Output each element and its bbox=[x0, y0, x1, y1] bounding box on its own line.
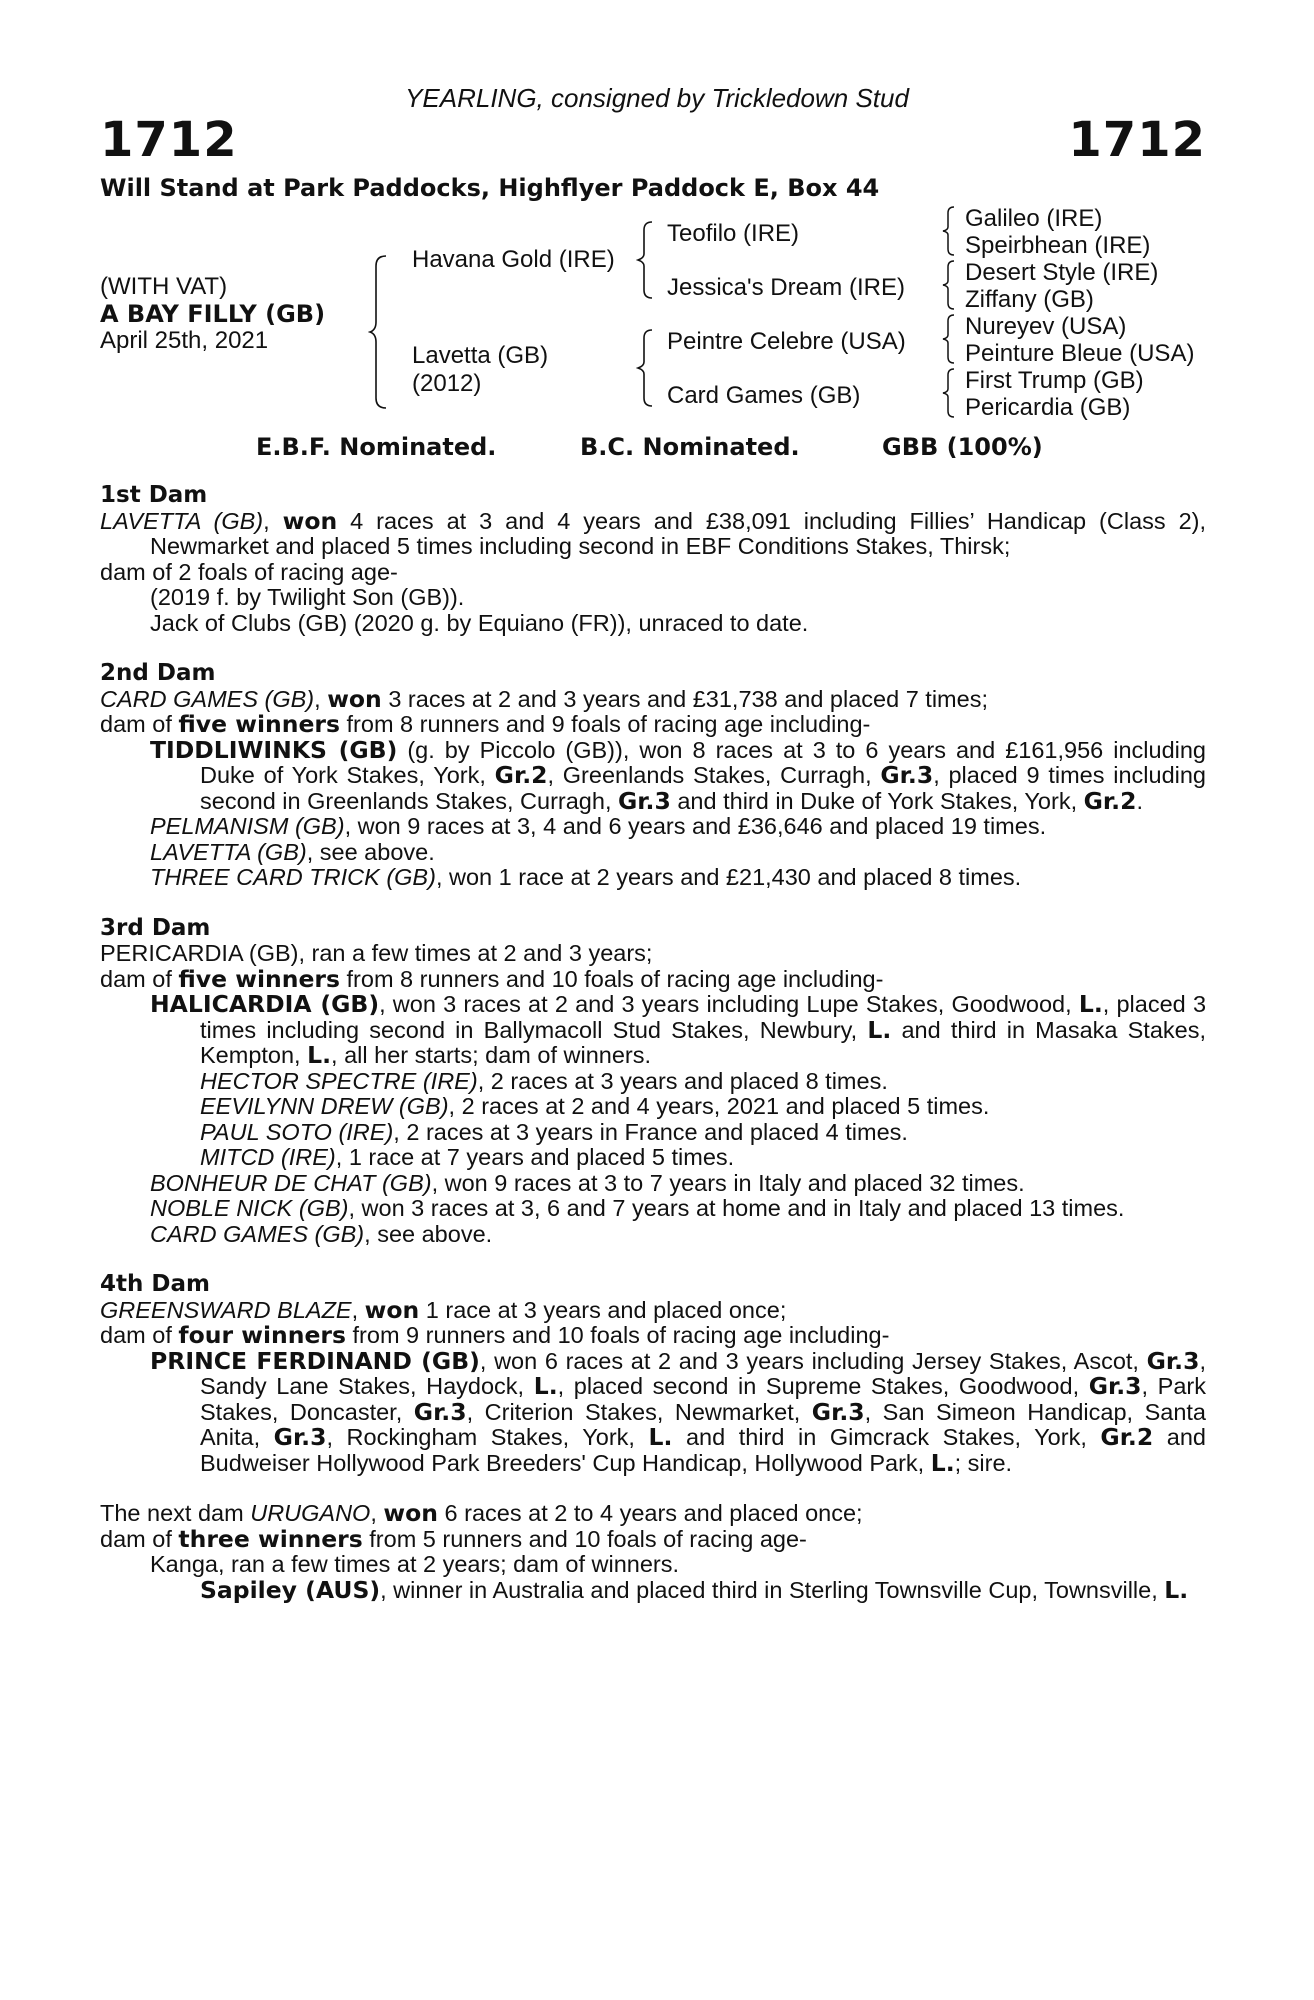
fourth-dam-record: GREENSWARD BLAZE, won 1 race at 3 years and placed once; bbox=[100, 1295, 787, 1324]
pedigree-g1: Galileo (IRE) bbox=[965, 205, 1103, 232]
pedigree-g5: Nureyev (USA) bbox=[965, 313, 1127, 340]
pedigree-brace-g1 bbox=[940, 204, 958, 258]
hector-spectre-entry: HECTOR SPECTRE (IRE), 2 races at 3 years and placed 8 times. bbox=[200, 1067, 888, 1094]
pedigree-dam-sire: Peintre Celebre (USA) bbox=[667, 328, 906, 355]
produce-2019: (2019 f. by Twilight Son (GB)). bbox=[150, 584, 465, 610]
tiddliwinks-entry: TIDDLIWINKS (GB) (g. by Piccolo (GB)), won 8 races at 3 to 6 years and £161,956 including Duke of York Stakes, York, Gr.2, Greenlands Stakes, Curragh, Gr.3, placed 9 times including second in Greenlands Stakes, Curragh, Gr.3 and third in Duke of York Stakes, York, Gr.2. bbox=[150, 735, 1207, 815]
halicardia-entry: HALICARDIA (GB), won 3 races at 2 and 3 years including Lupe Stakes, Goodwood, L., placed 3 times including second in Ballymacoll Stud Stakes, Newbury, L. and third in Masaka Stakes, Kempton, L., all her starts; dam of winners. bbox=[150, 990, 1207, 1069]
next-dam-record: The next dam URUGANO, won 6 races at 2 to 4 years and placed once; bbox=[100, 1499, 863, 1527]
paul-soto-entry: PAUL SOTO (IRE), 2 races at 3 years in France and placed 4 times. bbox=[200, 1118, 908, 1145]
second-dam-record: CARD GAMES (GB), won 3 races at 2 and 3 years and £31,738 and placed 7 times; bbox=[100, 684, 988, 713]
pedigree-g3: Desert Style (IRE) bbox=[965, 259, 1159, 286]
pedigree-brace-main bbox=[368, 252, 392, 412]
first-dam-produce-line: dam of 2 foals of racing age- bbox=[100, 558, 398, 585]
lavetta-entry: LAVETTA (GB), see above. bbox=[150, 838, 435, 865]
produce-2020: Jack of Clubs (GB) (2020 g. by Equiano (FR)), unraced to date. bbox=[150, 609, 809, 636]
fourth-dam-produce-line: dam of four winners from 9 runners and 10 foals of racing age including- bbox=[100, 1321, 890, 1349]
consignment-line: YEARLING, consigned by Trickledown Stud bbox=[405, 83, 909, 113]
mitcd-entry: MITCD (IRE), 1 race at 7 years and placed 5 times. bbox=[200, 1144, 735, 1170]
stand-location: Will Stand at Park Paddocks, Highflyer Paddock E, Box 44 bbox=[100, 174, 880, 202]
lot-number-right: 1712 bbox=[1068, 112, 1206, 168]
sapiley-entry: Sapiley (AUS), winner in Australia and placed third in Sterling Townsville Cup, Townsville, L. bbox=[200, 1575, 1189, 1604]
card-games-entry: CARD GAMES (GB), see above. bbox=[150, 1220, 493, 1247]
pedigree-g7: First Trump (GB) bbox=[965, 367, 1144, 394]
vat-note: (WITH VAT) bbox=[100, 273, 228, 300]
kanga-entry: Kanga, ran a few times at 2 years; dam of winners. bbox=[150, 1551, 680, 1577]
lot-number-left: 1712 bbox=[100, 112, 238, 168]
pedigree-g8: Pericardia (GB) bbox=[965, 394, 1131, 421]
noble-nick-entry: NOBLE NICK (GB), won 3 races at 3, 6 and 7 years at home and in Italy and placed 13 times. bbox=[150, 1195, 1125, 1221]
ebf-nomination: E.B.F. Nominated. bbox=[256, 433, 497, 461]
second-dam-produce-line: dam of five winners from 8 runners and 9 foals of racing age including- bbox=[100, 710, 871, 738]
gbb-note: GBB (100%) bbox=[882, 433, 1043, 461]
bonheur-de-chat-entry: BONHEUR DE CHAT (GB), won 9 races at 3 to 7 years in Italy and placed 32 times. bbox=[150, 1169, 1025, 1196]
bc-nomination: B.C. Nominated. bbox=[580, 433, 800, 461]
pedigree-sire-sire: Teofilo (IRE) bbox=[667, 220, 800, 247]
pedigree-dam: Lavetta (GB) bbox=[412, 342, 549, 369]
section-title-4th-dam: 4th Dam bbox=[100, 1271, 210, 1297]
pedigree-sire-dam: Jessica's Dream (IRE) bbox=[667, 274, 905, 301]
section-title-1st-dam: 1st Dam bbox=[100, 482, 208, 508]
pedigree-g6: Peinture Bleue (USA) bbox=[965, 340, 1195, 367]
eevilynn-drew-entry: EEVILYNN DREW (GB), 2 races at 2 and 4 years, 2021 and placed 5 times. bbox=[200, 1093, 990, 1119]
pedigree-g4: Ziffany (GB) bbox=[965, 286, 1094, 313]
section-title-3rd-dam: 3rd Dam bbox=[100, 914, 211, 941]
prince-ferdinand-entry: PRINCE FERDINAND (GB), won 6 races at 2 and 3 years including Jersey Stakes, Ascot, Gr.3, Sandy Lane Stakes, Haydock, L., placed second in Supreme Stakes, Goodwood, Gr.3, Park Stakes, Doncaster, Gr.3, Criterion Stakes, Newmarket, Gr.3, San Simeon Handicap, Santa Anita, Gr.3, Rockingham Stakes, York, L. and third in Gimcrack Stakes, York, Gr.2 and Budweiser Hollywood Park Breeders' Cup Handicap, Hollywood Park, L.; sire. bbox=[150, 1346, 1206, 1477]
pedigree-dam-year: (2012) bbox=[412, 370, 482, 397]
foaling-date: April 25th, 2021 bbox=[100, 327, 269, 354]
pedigree-sire: Havana Gold (IRE) bbox=[412, 246, 615, 273]
pedigree-brace-sire bbox=[636, 218, 656, 302]
pedigree-brace-g3 bbox=[940, 312, 958, 366]
pedigree-dam-dam: Card Games (GB) bbox=[667, 382, 861, 409]
pedigree-g2: Speirbhean (IRE) bbox=[965, 232, 1151, 259]
horse-name: A BAY FILLY (GB) bbox=[100, 300, 326, 328]
pelmanism-entry: PELMANISM (GB), won 9 races at 3, 4 and 6 years and £36,646 and placed 19 times. bbox=[150, 813, 1047, 839]
catalogue-body bbox=[100, 483, 1206, 1603]
first-dam-record: LAVETTA (GB), won 4 races at 3 and 4 years and £38,091 including Fillies’ Handicap (Class 2), Newmarket and placed 5 times including second in EBF Conditions Stakes, Thirsk; bbox=[100, 506, 1207, 559]
pedigree-brace-g2 bbox=[940, 258, 958, 312]
three-card-trick-entry: THREE CARD TRICK (GB), won 1 race at 2 years and £21,430 and placed 8 times. bbox=[150, 864, 1022, 890]
pedigree-brace-g4 bbox=[940, 366, 958, 420]
third-dam-produce-line: dam of five winners from 8 runners and 10 foals of racing age including- bbox=[100, 964, 884, 993]
pedigree-brace-dam bbox=[636, 326, 656, 410]
next-dam-produce-line: dam of three winners from 5 runners and 10 foals of racing age- bbox=[100, 1524, 807, 1553]
section-title-2nd-dam: 2nd Dam bbox=[100, 660, 216, 686]
third-dam-record: PERICARDIA (GB), ran a few times at 2 and 3 years; bbox=[100, 940, 653, 966]
